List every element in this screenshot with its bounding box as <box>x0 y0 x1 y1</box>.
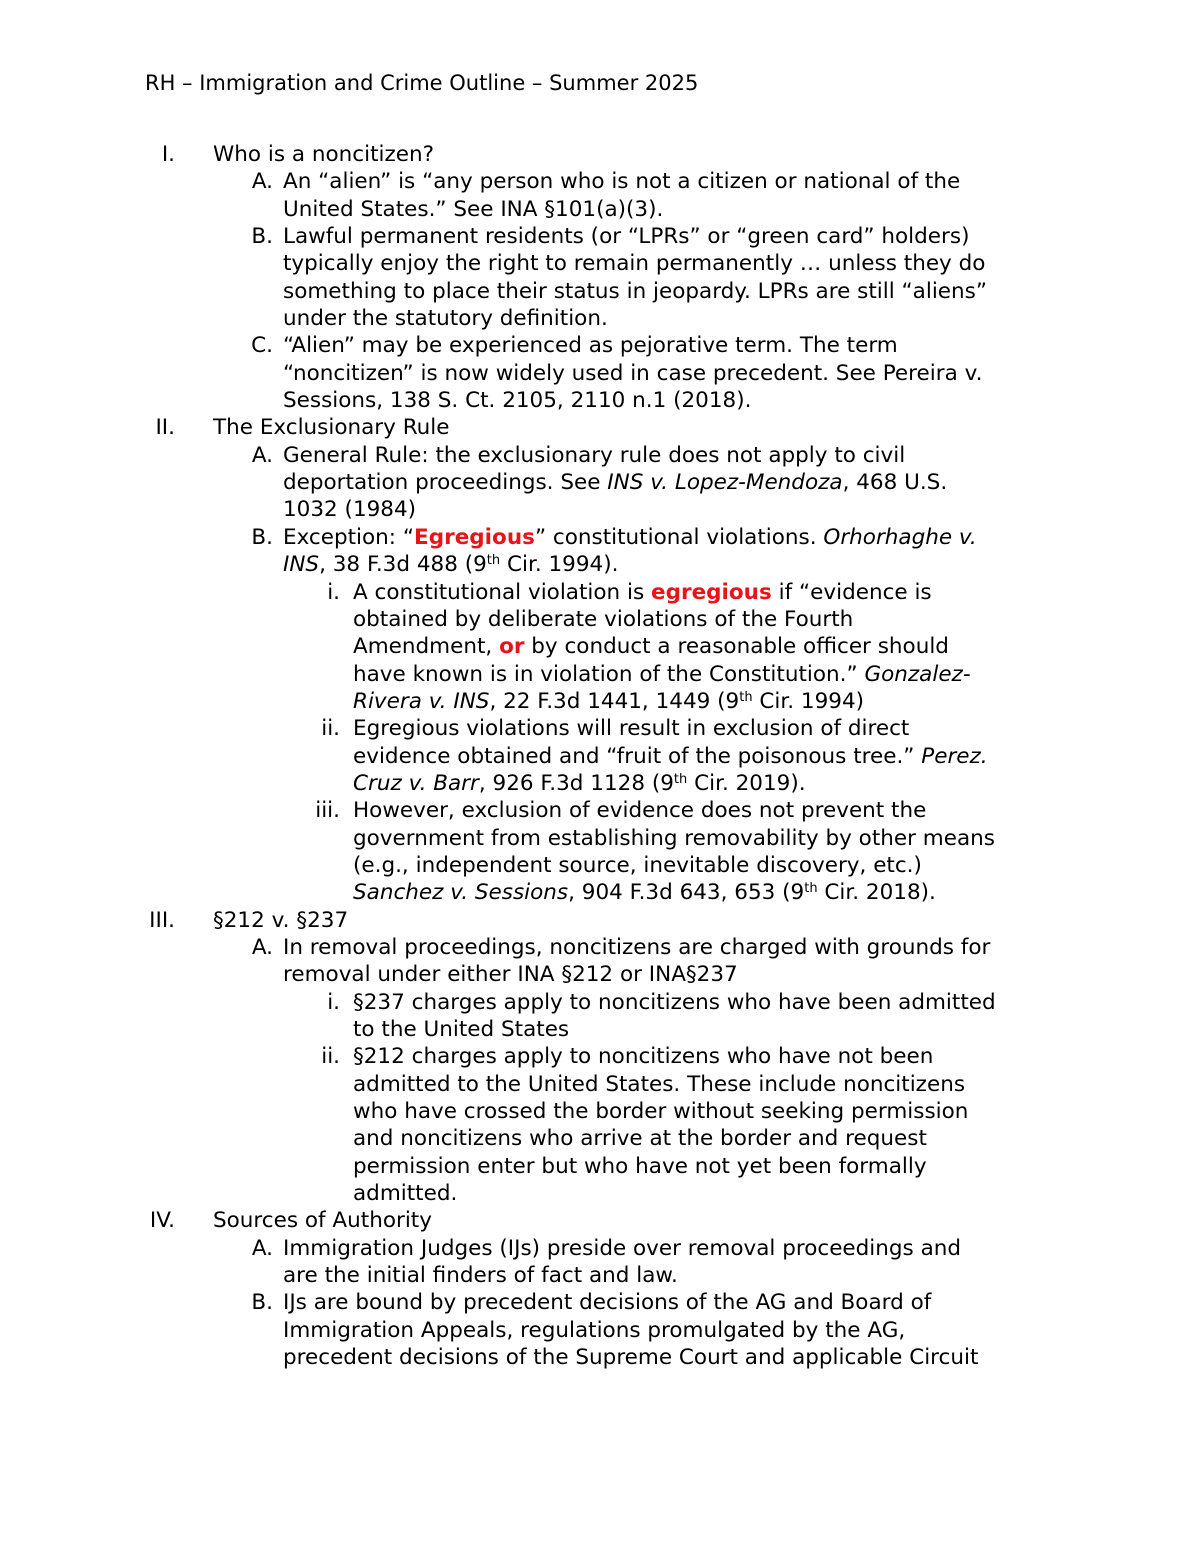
outline-subitem-2b-i <box>0 579 1200 716</box>
outline-section-4 <box>0 1207 1200 1234</box>
case-citation: INS <box>283 552 320 578</box>
item-line: removal under either INA §212 or INA§237 <box>283 962 738 988</box>
document-title: RH – Immigration and Crime Outline – Summer 2025 <box>145 71 699 95</box>
outline-item-4a <box>0 1235 1200 1290</box>
text-run: have known is in violation of the Constitution.” <box>353 661 865 687</box>
item-line: precedent decisions of the Supreme Court and applicable Circuit <box>283 1345 979 1371</box>
outline-section-3 <box>0 907 1200 934</box>
item-line: IJs are bound by precedent decisions of the AG and Board of <box>283 1290 932 1316</box>
subitem-marker: i. <box>327 989 340 1015</box>
text-run: ” constitutional violations. <box>534 524 824 550</box>
item-marker: A. <box>251 1235 273 1261</box>
outline-section-1 <box>0 141 1200 168</box>
item-line <box>283 551 1200 578</box>
outline-item-1c <box>0 332 1200 414</box>
outline-item-2b <box>0 524 1200 579</box>
text-run: Cir. 2019). <box>687 770 806 796</box>
item-line: Egregious violations will result in exclusion of direct <box>353 716 910 742</box>
outline-subitem-2b-iii <box>0 797 1200 906</box>
item-line: permission enter but who have not yet been formally <box>353 1153 927 1179</box>
item-line: under the statutory definition. <box>283 306 608 332</box>
highlighted-term: or <box>499 634 525 660</box>
section-marker: I. <box>161 142 175 167</box>
item-line: In removal proceedings, noncitizens are charged with grounds for <box>283 934 991 960</box>
item-marker: A. <box>251 934 273 960</box>
section-heading: Who is a noncitizen? <box>213 142 435 167</box>
ordinal-suffix: th <box>804 881 818 897</box>
text-run: Exception: “ <box>283 524 415 550</box>
text-run: , 22 F.3d 1441, 1449 (9 <box>489 688 740 714</box>
item-line: §237 charges apply to noncitizens who have been admitted <box>353 989 996 1015</box>
section-marker: III. <box>149 907 175 933</box>
item-line: However, exclusion of evidence does not prevent the <box>353 798 927 824</box>
subitem-marker: i. <box>327 579 340 605</box>
item-line: “Alien” may be experienced as pejorative term. The term <box>283 333 898 359</box>
text-run: Cir. 2018). <box>817 880 936 906</box>
text-run: , 38 F.3d 488 (9 <box>319 552 487 578</box>
outline-item-1a <box>0 168 1200 223</box>
text-run: , 904 F.3d 643, 653 (9 <box>568 880 805 906</box>
subitem-marker: ii. <box>321 716 340 742</box>
item-line: General Rule: the exclusionary rule does not apply to civil <box>283 442 906 468</box>
case-citation: Cruz v. Barr <box>353 770 479 796</box>
item-line: admitted. <box>353 1181 458 1207</box>
item-line: are the initial finders of fact and law. <box>283 1263 678 1289</box>
item-line: “noncitizen” is now widely used in case precedent. See Pereira v. <box>283 360 983 386</box>
outline-subitem-2b-ii <box>0 715 1200 797</box>
subitem-marker: iii. <box>315 798 340 824</box>
text-run: A constitutional violation is <box>353 579 651 605</box>
item-line <box>353 743 1200 770</box>
item-marker: A. <box>251 442 273 468</box>
item-line: and noncitizens who arrive at the border and request <box>353 1126 927 1152</box>
item-line: Lawful permanent residents (or “LPRs” or “green card” holders) <box>283 224 970 250</box>
outline-item-1b <box>0 223 1200 332</box>
item-line: §212 charges apply to noncitizens who have not been <box>353 1044 934 1070</box>
item-line: something to place their status in jeopardy. LPRs are still “aliens” <box>283 278 987 304</box>
text-run: Cir. 1994) <box>752 688 865 714</box>
item-line: 1032 (1984) <box>283 497 417 523</box>
case-citation: Rivera v. INS <box>353 688 490 714</box>
item-line <box>283 469 1200 496</box>
outline-item-4b <box>0 1289 1200 1371</box>
item-line: (e.g., independent source, inevitable discovery, etc.) <box>353 852 922 878</box>
item-line <box>283 524 1200 551</box>
item-line: Immigration Judges (IJs) preside over removal proceedings and <box>283 1235 962 1261</box>
item-line <box>353 661 1200 688</box>
text-run: , 926 F.3d 1128 (9 <box>478 770 674 796</box>
outline-subitem-3a-ii <box>0 1043 1200 1207</box>
item-line: typically enjoy the right to remain permanently … unless they do <box>283 251 986 277</box>
outline-subitem-3a-i <box>0 989 1200 1044</box>
ordinal-suffix: th <box>486 553 501 569</box>
text-run: Amendment, <box>353 634 500 660</box>
case-citation: Gonzalez- <box>864 661 971 687</box>
outline-item-2a <box>0 442 1200 524</box>
item-line: Sessions, 138 S. Ct. 2105, 2110 n.1 (2018). <box>283 388 752 414</box>
text-run: Cir. 1994). <box>500 552 619 578</box>
outline-item-3a <box>0 934 1200 989</box>
section-heading: §212 v. §237 <box>213 907 349 933</box>
item-line: United States.” See INA §101(a)(3). <box>283 196 664 222</box>
item-line <box>353 770 1200 797</box>
item-line <box>353 633 1200 660</box>
outline <box>0 141 1200 1371</box>
item-line: government from establishing removability by other means <box>353 825 995 851</box>
text-run: by conduct a reasonable officer should <box>524 634 949 660</box>
text-run: deportation proceedings. See <box>283 470 608 496</box>
outline-section-2 <box>0 414 1200 441</box>
item-line <box>353 879 1200 906</box>
ordinal-suffix: th <box>739 689 753 705</box>
text-run: , 468 U.S. <box>842 470 948 496</box>
section-marker: II. <box>155 415 175 441</box>
item-marker: B. <box>251 1290 273 1316</box>
section-heading: Sources of Authority <box>213 1208 432 1234</box>
item-marker: A. <box>251 169 273 195</box>
item-line: An “alien” is “any person who is not a citizen or national of the <box>283 169 961 195</box>
case-citation: Perez. <box>921 743 988 769</box>
highlighted-term: egregious <box>651 579 772 605</box>
section-heading: The Exclusionary Rule <box>213 415 450 441</box>
item-line: admitted to the United States. These include noncitizens <box>353 1071 966 1097</box>
section-marker: IV. <box>149 1208 175 1234</box>
item-line <box>353 579 1200 606</box>
item-marker: C. <box>251 333 273 359</box>
item-line: Immigration Appeals, regulations promulgated by the AG, <box>283 1317 906 1343</box>
item-marker: B. <box>251 224 273 250</box>
item-line <box>353 688 1200 715</box>
subitem-marker: ii. <box>321 1044 340 1070</box>
text-run: evidence obtained and “fruit of the poisonous tree.” <box>353 743 922 769</box>
case-citation: Sanchez v. Sessions <box>353 880 569 906</box>
case-citation: INS v. Lopez-Mendoza <box>607 470 843 496</box>
item-line: who have crossed the border without seeking permission <box>353 1099 969 1125</box>
item-line: obtained by deliberate violations of the Fourth <box>353 606 854 632</box>
item-marker: B. <box>251 524 273 550</box>
item-line: to the United States <box>353 1017 570 1042</box>
highlighted-term: Egregious <box>414 524 535 550</box>
text-run: if “evidence is <box>771 579 932 605</box>
ordinal-suffix: th <box>673 771 688 787</box>
case-citation: Orhorhaghe v. <box>823 524 977 550</box>
